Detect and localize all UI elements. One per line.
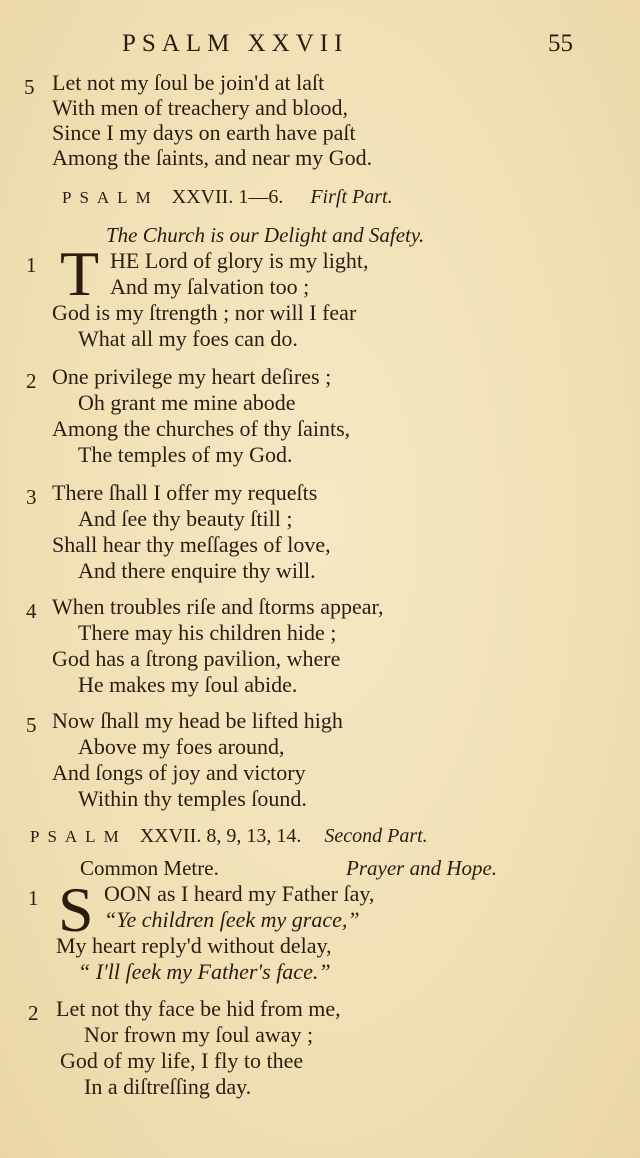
heading-psalm: PSALM bbox=[62, 188, 159, 207]
verse-line: And ſongs of joy and victory bbox=[52, 760, 306, 785]
verse-line: And there enquire thy will. bbox=[78, 558, 316, 583]
drop-cap: S bbox=[58, 874, 94, 945]
stanza-number: 2 bbox=[26, 369, 37, 393]
verse-line: Since I my days on earth have paſt bbox=[52, 120, 356, 145]
verse-line: HE Lord of glory is my light, bbox=[110, 248, 369, 273]
verse-line: Let not my ſoul be join'd at laſt bbox=[52, 70, 325, 95]
stanza-number: 2 bbox=[28, 1001, 39, 1025]
verse-line: God has a ſtrong pavilion, where bbox=[52, 646, 341, 671]
stanza-number: 1 bbox=[26, 253, 37, 277]
verse-line: My heart reply'd without delay, bbox=[56, 933, 332, 958]
verse-line: He makes my ſoul abide. bbox=[78, 672, 298, 697]
verse-line: And ſee thy beauty ſtill ; bbox=[78, 506, 293, 531]
metre-label: Common Metre. bbox=[80, 856, 219, 880]
verse-line: One privilege my heart deſires ; bbox=[52, 364, 332, 389]
psalm-subtitle: The Church is our Delight and Safety. bbox=[106, 223, 425, 247]
verse-line: “Ye children ſeek my grace,” bbox=[104, 907, 360, 932]
verse-line: Let not thy face be hid from me, bbox=[56, 996, 341, 1021]
stanza-number: 4 bbox=[26, 599, 37, 623]
heading-part: Firſt Part. bbox=[310, 186, 393, 208]
heading-psalm: PSALM bbox=[30, 827, 127, 846]
stanza-number: 5 bbox=[24, 75, 35, 99]
verse-line: There ſhall I offer my requeſts bbox=[52, 480, 318, 505]
verse-line: Shall hear thy meſſages of love, bbox=[52, 532, 331, 557]
verse-line: In a diſtreſſing day. bbox=[84, 1074, 252, 1099]
psalm-subtitle: Prayer and Hope. bbox=[346, 856, 498, 880]
verse-line: Now ſhall my head be lifted high bbox=[52, 708, 343, 733]
verse-line: Within thy temples ſound. bbox=[78, 786, 307, 811]
verse-line: Nor frown my ſoul away ; bbox=[84, 1022, 314, 1047]
psalm-heading bbox=[30, 823, 428, 850]
verse-line: When troubles riſe and ſtorms appear, bbox=[52, 594, 384, 619]
running-head-title: PSALM XXVII bbox=[122, 30, 349, 57]
verse-line: What all my foes can do. bbox=[78, 326, 298, 351]
stanza-number: 1 bbox=[28, 886, 39, 910]
heading-part: Second Part. bbox=[324, 825, 428, 847]
verse-line: OON as I heard my Father ſay, bbox=[104, 881, 375, 906]
drop-cap: T bbox=[60, 238, 100, 309]
verse-line: Among the ſaints, and near my God. bbox=[52, 145, 373, 170]
psalm-heading bbox=[62, 184, 393, 211]
stanza-number: 3 bbox=[26, 485, 37, 509]
running-head bbox=[0, 30, 640, 64]
verse-line: The temples of my God. bbox=[78, 442, 293, 467]
verse-line: Oh grant me mine abode bbox=[78, 390, 296, 415]
verse-line: Above my foes around, bbox=[78, 734, 285, 759]
verse-line: Among the churches of thy ſaints, bbox=[52, 416, 351, 441]
verse-line: God is my ſtrength ; nor will I fear bbox=[52, 300, 357, 325]
verse-line: With men of treachery and blood, bbox=[52, 95, 349, 120]
verse-line: And my ſalvation too ; bbox=[110, 274, 310, 299]
heading-reference: XXVII. 1—6. bbox=[171, 186, 284, 208]
verse-line: There may his children hide ; bbox=[78, 620, 337, 645]
page-number: 55 bbox=[548, 30, 573, 57]
stanza-number: 5 bbox=[26, 713, 37, 737]
heading-reference: XXVII. 8, 9, 13, 14. bbox=[139, 825, 302, 847]
verse-line: God of my life, I fly to thee bbox=[60, 1048, 304, 1073]
verse-line: “ I'll ſeek my Father's face.” bbox=[78, 959, 331, 984]
